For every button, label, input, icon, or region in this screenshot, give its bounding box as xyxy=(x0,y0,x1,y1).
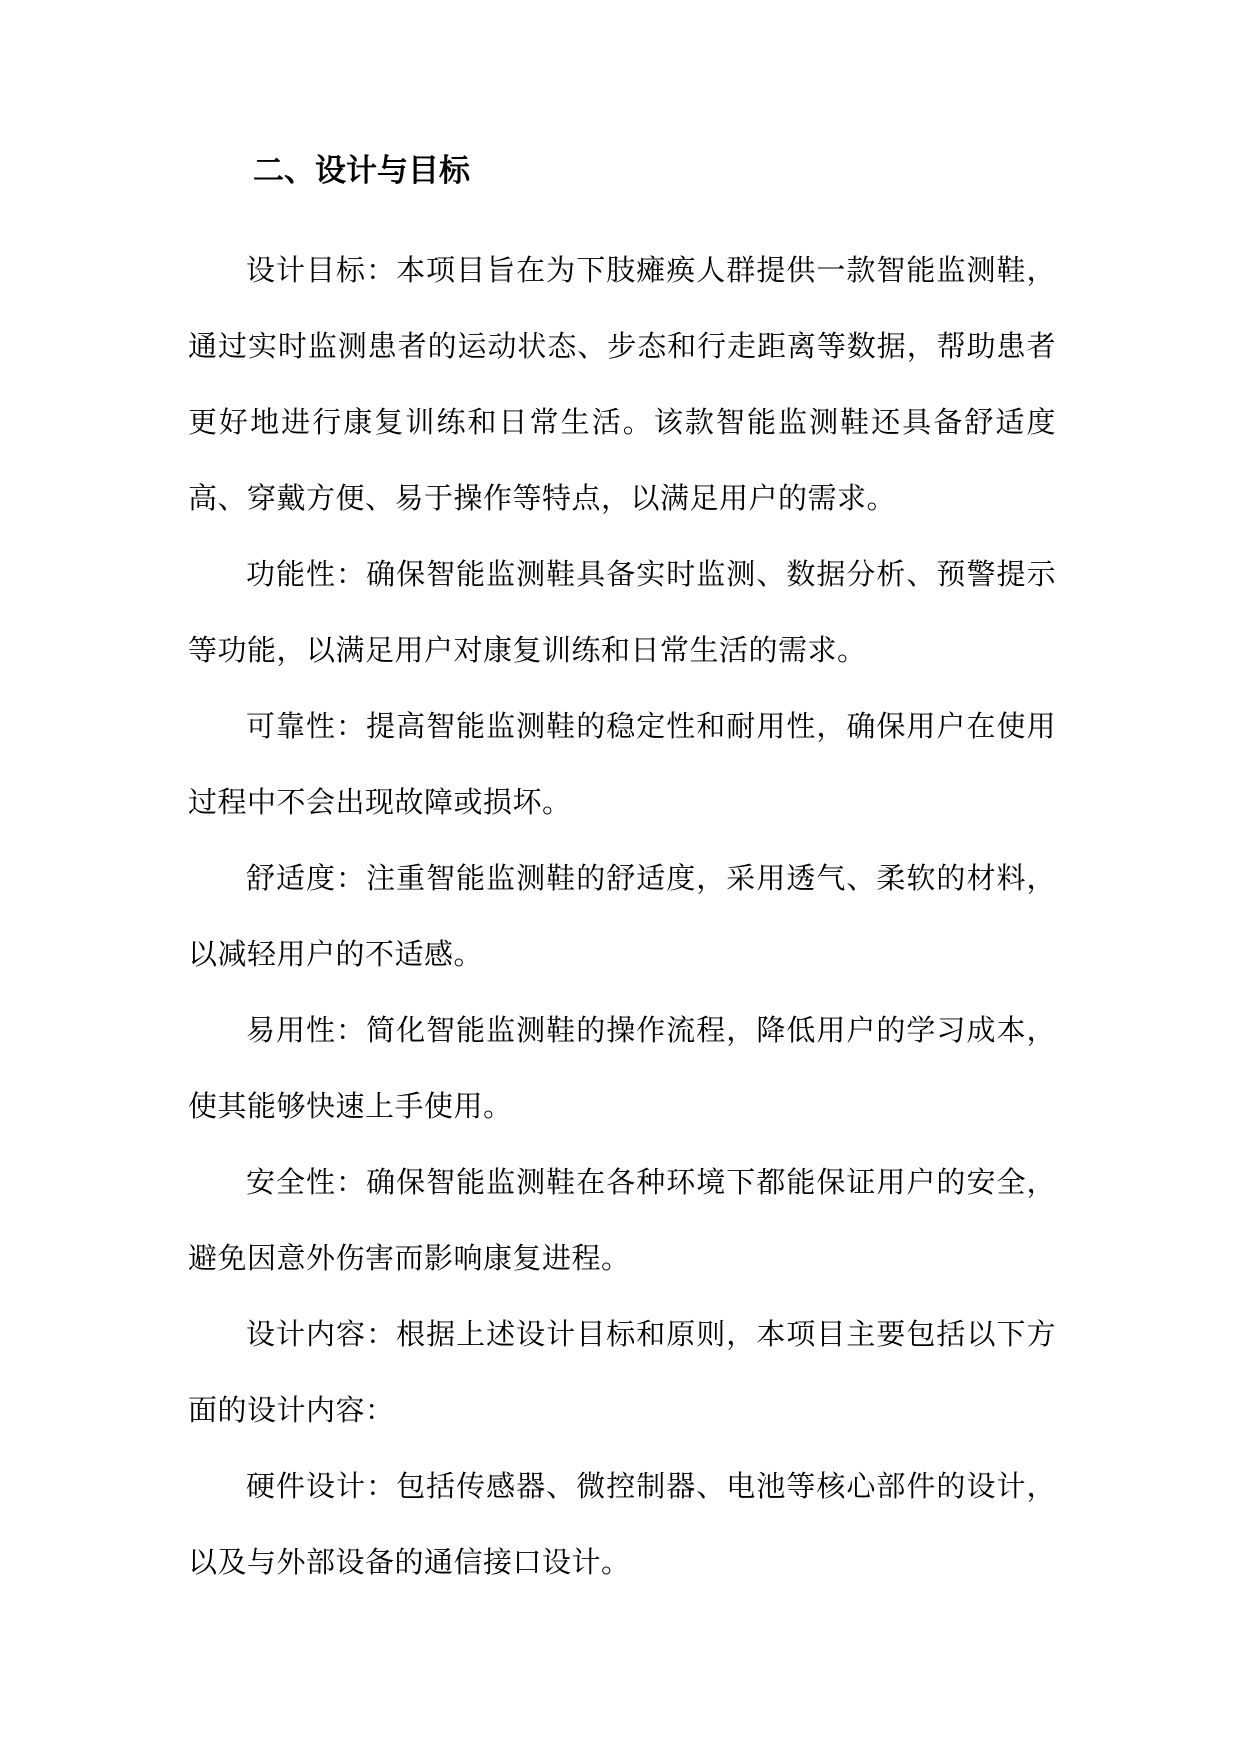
paragraph-hardware-design: 硬件设计：包括传感器、微控制器、电池等核心部件的设计，以及与外部设备的通信接口设计。 xyxy=(188,1469,1056,1579)
paragraph-safety: 安全性：确保智能监测鞋在各种环境下都能保证用户的安全，避免因意外伤害而影响康复进程。 xyxy=(188,1165,1056,1275)
paragraph-design-goal: 设计目标：本项目旨在为下肢瘫痪人群提供一款智能监测鞋，通过实时监测患者的运动状态、步态和行走距离等数据，帮助患者更好地进行康复训练和日常生活。该款智能监测鞋还具备舒适度高、穿戴方便、易于操作等特点，以满足用户的需求。 xyxy=(188,253,1056,515)
paragraph-usability: 易用性：简化智能监测鞋的操作流程，降低用户的学习成本，使其能够快速上手使用。 xyxy=(188,1013,1056,1123)
paragraph-design-content: 设计内容：根据上述设计目标和原则，本项目主要包括以下方面的设计内容： xyxy=(188,1317,1056,1427)
section-heading: 二、设计与目标 xyxy=(253,153,470,189)
body-text xyxy=(188,232,1056,1600)
paragraph-reliability: 可靠性：提高智能监测鞋的稳定性和耐用性，确保用户在使用过程中不会出现故障或损坏。 xyxy=(188,709,1056,819)
paragraph-comfort: 舒适度：注重智能监测鞋的舒适度，采用透气、柔软的材料，以减轻用户的不适感。 xyxy=(188,861,1056,971)
paragraph-functionality: 功能性：确保智能监测鞋具备实时监测、数据分析、预警提示等功能，以满足用户对康复训练和日常生活的需求。 xyxy=(188,557,1056,667)
